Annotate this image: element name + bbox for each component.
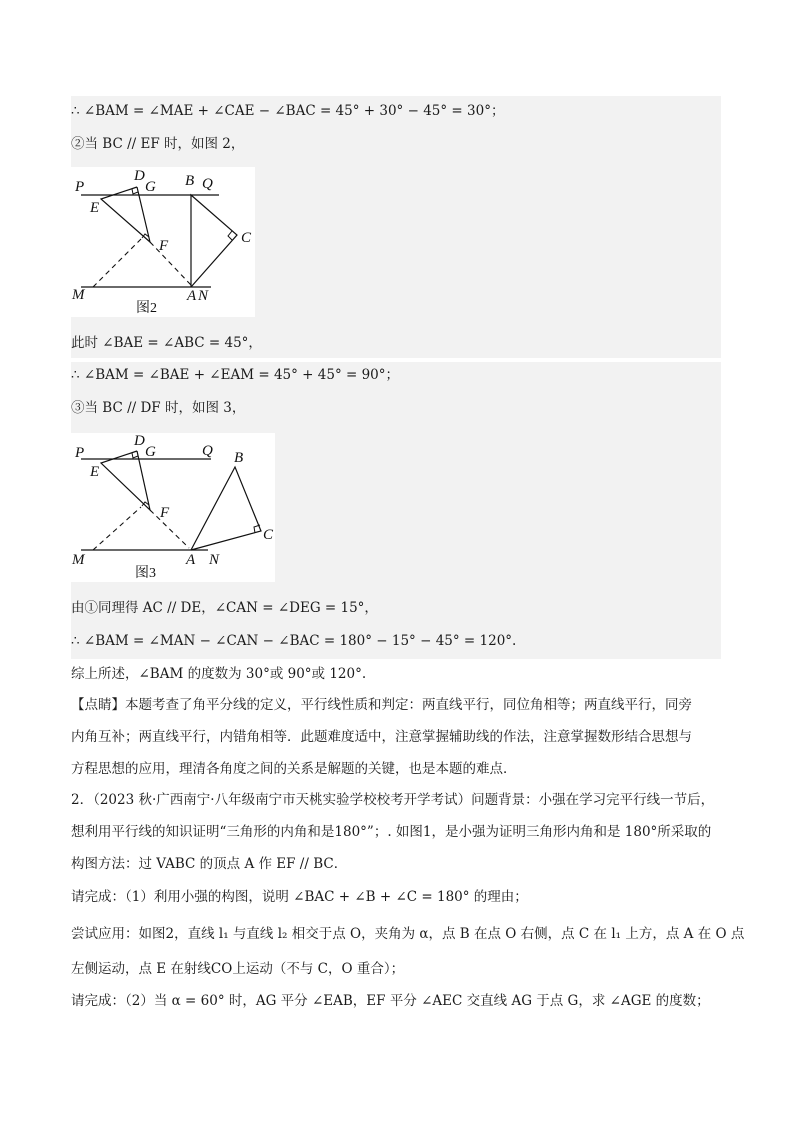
solution-line-5: ③当 BC // DF 时，如图 3， <box>71 400 246 416</box>
fig3-label-C: C <box>263 527 274 543</box>
fig2-label-B: B <box>185 173 195 189</box>
summary-line: 综上所述，∠BAM 的度数为 30°或 90°或 120°. <box>71 666 367 682</box>
fig2-label-N: N <box>198 288 209 304</box>
fig2-label-M: M <box>72 287 85 303</box>
solution-line-3: 此时 ∠BAE = ∠ABC = 45°， <box>71 335 262 351</box>
comment-line-2: 内角互补；两直线平行，内错角相等．此题难度适中，注意掌握辅助线的作法，注意掌握数形结合思想与 <box>71 729 692 745</box>
fig3-label-B: B <box>234 450 244 466</box>
problem-2-application-1: 尝试应用：如图2，直线 l₁ 与直线 l₂ 相交于点 O，夹角为 α，点 B 在点 O 右侧，点 C 在 l₁ 上方，点 A 在 O 点 <box>71 926 745 942</box>
problem-2-application-2: 左侧运动，点 E 在射线CO上运动（不与 C，O 重合）； <box>71 961 405 977</box>
fig2-label-C: C <box>241 230 252 246</box>
fig2-label-P: P <box>75 179 85 195</box>
comment-line-1: 【点睛】本题考查了角平分线的定义，平行线性质和判定：两直线平行，同位角相等；两直线平行，同旁 <box>71 697 692 713</box>
fig2-caption: 图2 <box>136 301 157 316</box>
solution-line-4: ∴ ∠BAM = ∠BAE + ∠EAM = 45° + 45° = 90°； <box>71 367 400 383</box>
problem-2-line-3: 构图方法：过 VABC 的顶点 A 作 EF // BC． <box>71 856 348 872</box>
fig3-label-E: E <box>90 464 100 480</box>
fig3-label-M: M <box>72 552 85 568</box>
fig3-label-P: P <box>75 445 85 461</box>
fig3-label-A: A <box>186 552 196 568</box>
fig2-label-D: D <box>134 168 145 184</box>
problem-2-line-1: 2．（2023 秋·广西南宁·八年级南宁市天桃实验学校校考开学考试）问题背景：小强在学习完平行线一节后， <box>71 792 715 808</box>
figure-3-diagram <box>71 433 275 582</box>
figure-3 <box>71 433 275 582</box>
fig2-label-E: E <box>90 200 100 216</box>
fig2-label-G: G <box>145 179 156 195</box>
fig2-label-F: F <box>159 238 169 254</box>
solution-line-1: ∴ ∠BAM = ∠MAE + ∠CAE − ∠BAC = 45° + 30° − 45° = 30°； <box>71 103 505 119</box>
fig3-label-F: F <box>160 505 170 521</box>
fig3-caption: 图3 <box>135 566 156 581</box>
solution-line-6: 由①同理得 AC // DE，∠CAN = ∠DEG = 15°， <box>71 600 378 616</box>
fig2-label-A: A <box>187 288 197 304</box>
comment-line-3: 方程思想的应用，理清各角度之间的关系是解题的关键，也是本题的难点． <box>71 761 517 777</box>
problem-2-line-2: 想利用平行线的知识证明“三角形的内角和是180°”；. 如图1，是小强为证明三角形内角和是 180°所采取的 <box>71 824 712 840</box>
problem-2-question-1: 请完成：（1）利用小强的构图，说明 ∠BAC + ∠B + ∠C = 180° 的理由； <box>71 889 528 905</box>
figure-2-diagram <box>71 167 255 317</box>
fig2-label-Q: Q <box>202 176 213 192</box>
fig3-label-Q: Q <box>202 443 213 459</box>
problem-2-question-2: 请完成：（2）当 α = 60° 时，AG 平分 ∠EAB，EF 平分 ∠AEC 交直线 AG 于点 G，求 ∠AGE 的度数； <box>71 993 710 1009</box>
fig3-label-N: N <box>209 552 220 568</box>
solution-line-7: ∴ ∠BAM = ∠MAN − ∠CAN − ∠BAC = 180° − 15° − 45° = 120°. <box>71 633 517 649</box>
solution-line-2: ②当 BC // EF 时，如图 2， <box>71 136 245 152</box>
fig3-label-D: D <box>134 433 145 449</box>
figure-2 <box>71 167 255 317</box>
fig3-label-G: G <box>145 444 156 460</box>
